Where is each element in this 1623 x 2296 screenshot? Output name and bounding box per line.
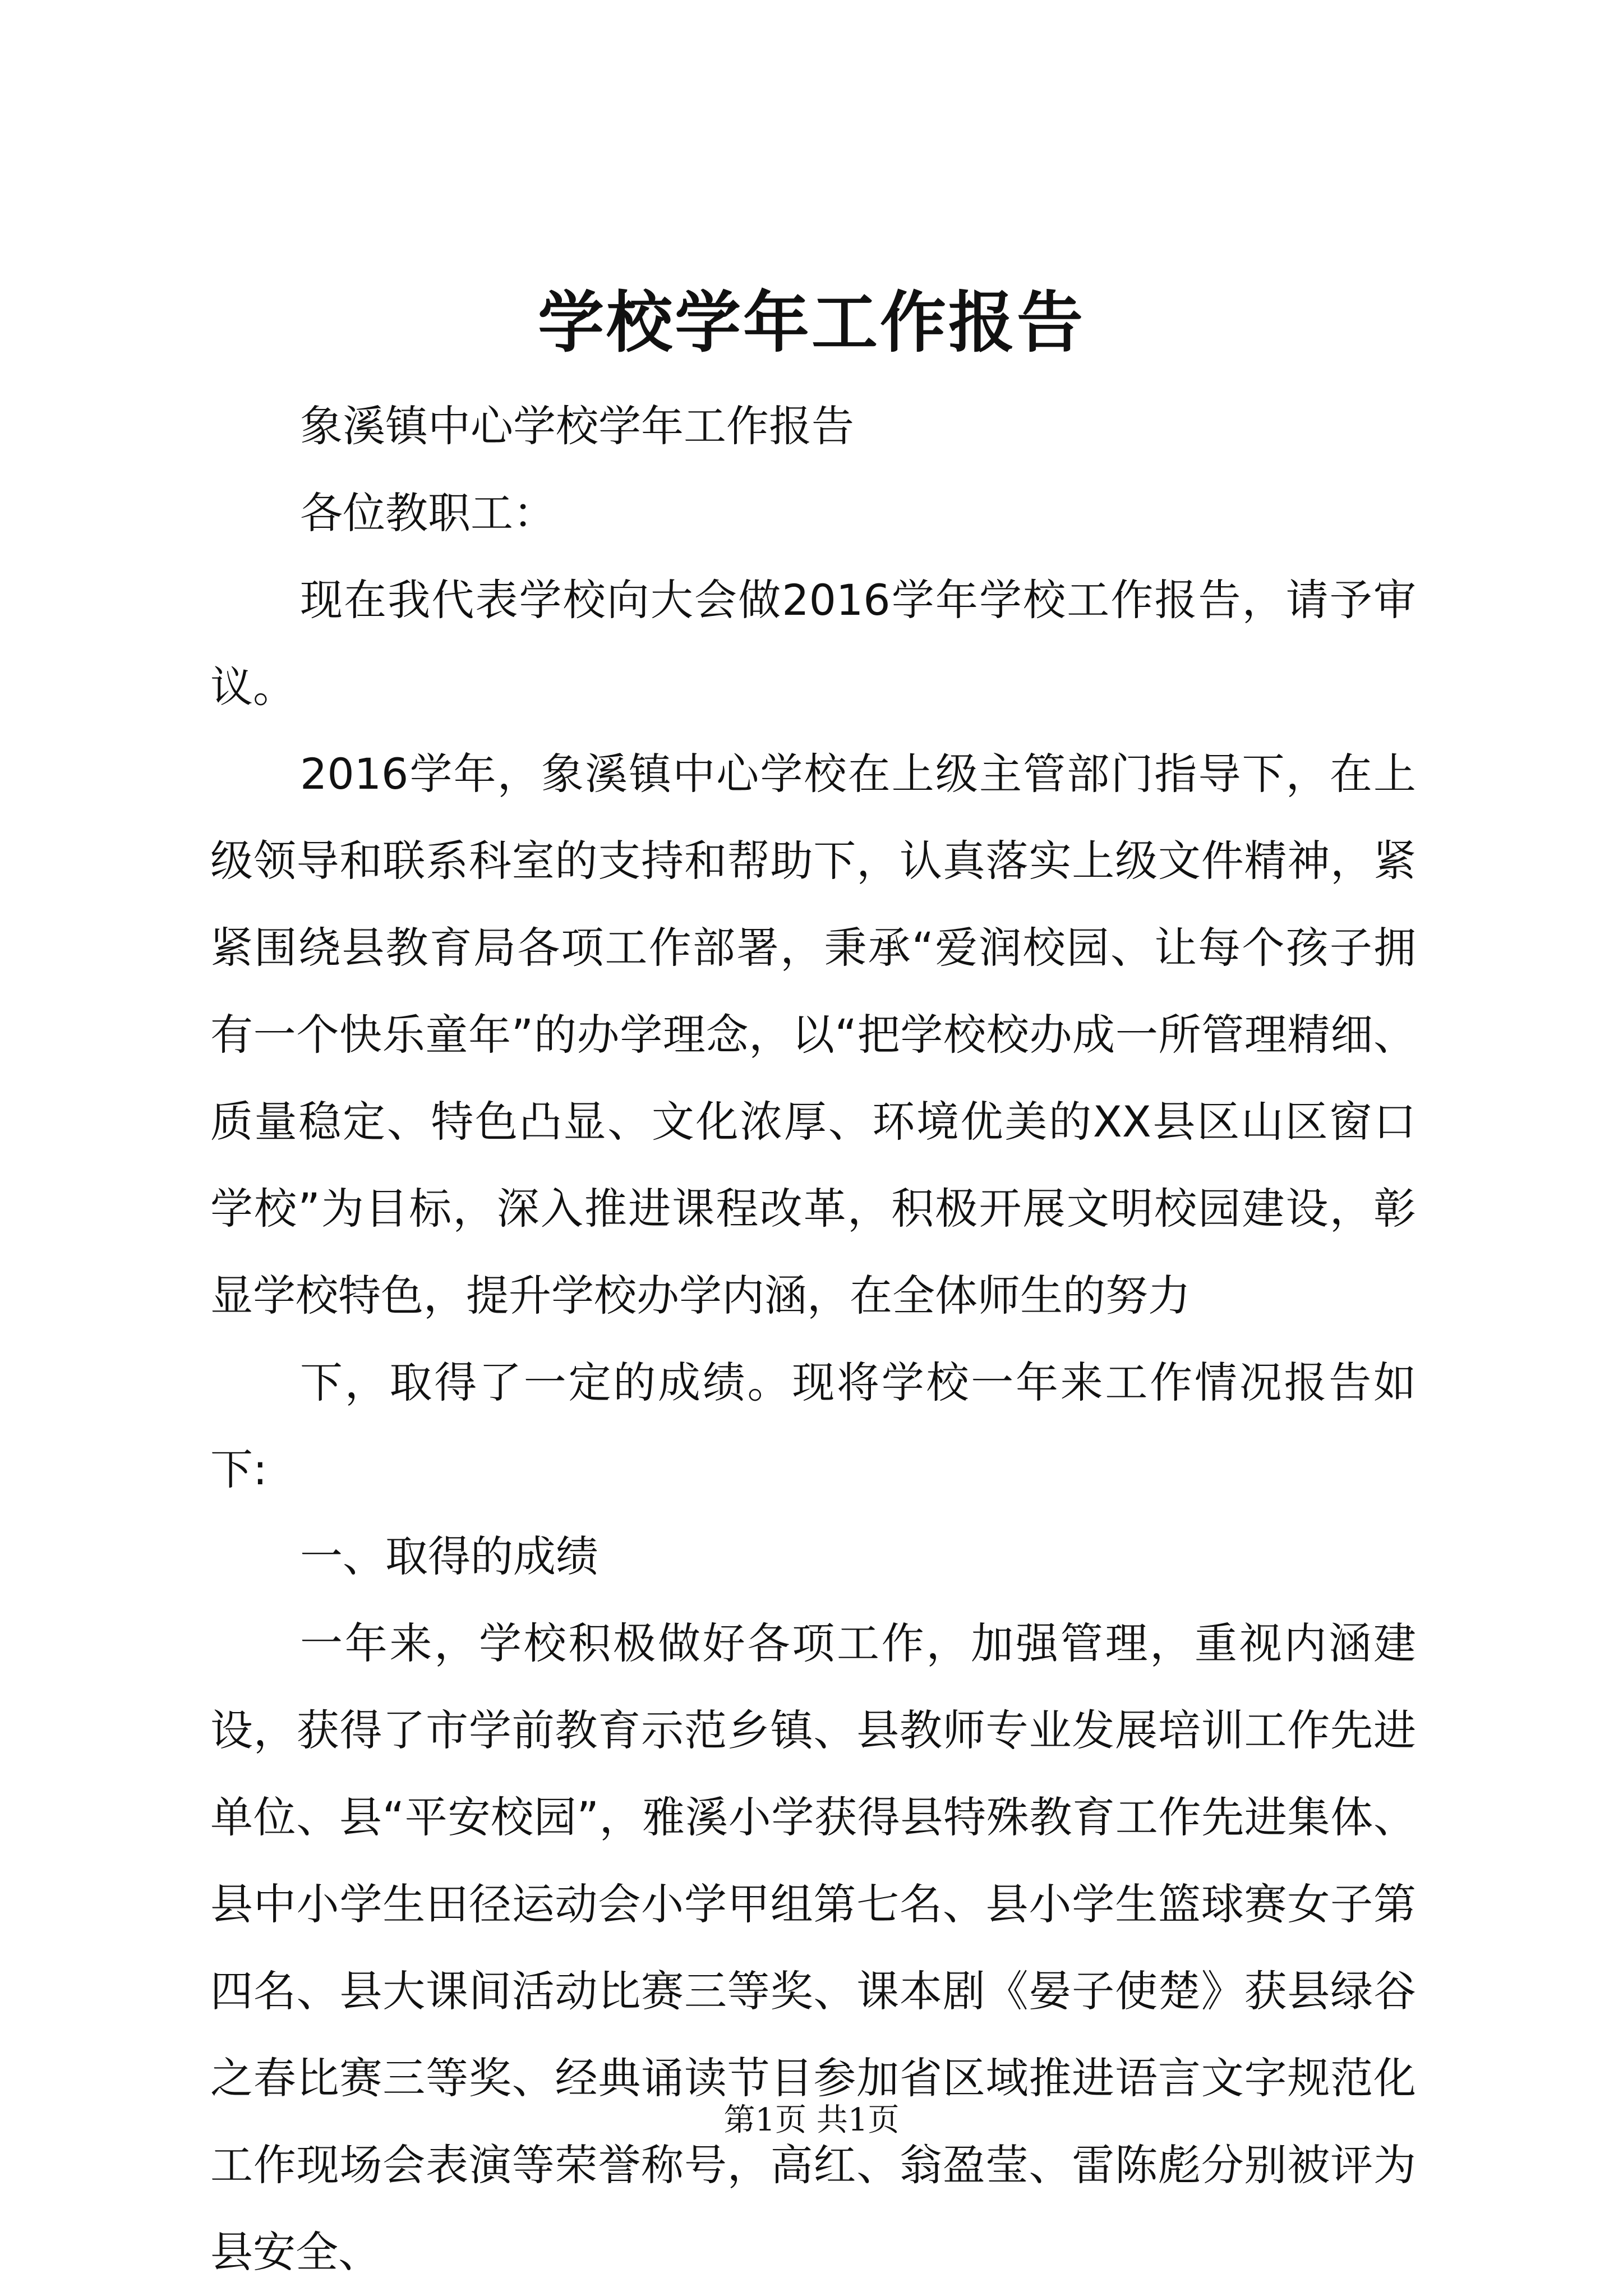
paragraph-transition: 下，取得了一定的成绩。现将学校一年来工作情况报告如下:	[210, 1358, 1416, 1494]
section-heading-achievements: 一、取得的成绩	[300, 1531, 598, 1581]
paragraph-achievements: 一年来，学校积极做好各项工作，加强管理，重视内涵建设，获得了市学前教育示范乡镇、县教师专业发展培训工作先进单位、县“平安校园”，雅溪小学获得县特殊教育工作先进集体、县中小学生田径运动会小学甲组第七名、县小学生篮球赛女子第四名、县大课间活动比赛三等奖、课本剧《晏子使楚》获县绿谷之春比赛三等奖、经典诵读节目参加省区域推进语言文字规范化工作现场会表演等荣誉称号，高红、翁盈莹、雷陈彪分别被评为县安全、	[210, 1618, 1416, 2277]
paragraph-overview: 2016学年，象溪镇中心学校在上级主管部门指导下，在上级领导和联系科室的支持和帮助下，认真落实上级文件精神，紧紧围绕县教育局各项工作部署，秉承“爱润校园、让每个孩子拥有一个快乐童年”的办学理念，以“把学校校办成一所管理精细、质量稳定、特色凸显、文化浓厚、环境优美的XX县区山区窗口学校”为目标，深入推进课程改革，积极开展文明校园建设，彰显学校特色，提升学校办学内涵，在全体师生的努力	[210, 749, 1416, 1320]
paragraph-intro: 现在我代表学校向大会做2016学年学校工作报告，请予审议。	[210, 575, 1416, 712]
page-footer: 第1页 共1页	[723, 2102, 900, 2138]
paragraph-salutation: 各位教职工：	[300, 488, 556, 538]
document-title: 学校学年工作报告	[537, 283, 1085, 361]
document-body	[210, 383, 1416, 2295]
paragraph-heading: 象溪镇中心学校学年工作报告	[300, 401, 854, 451]
